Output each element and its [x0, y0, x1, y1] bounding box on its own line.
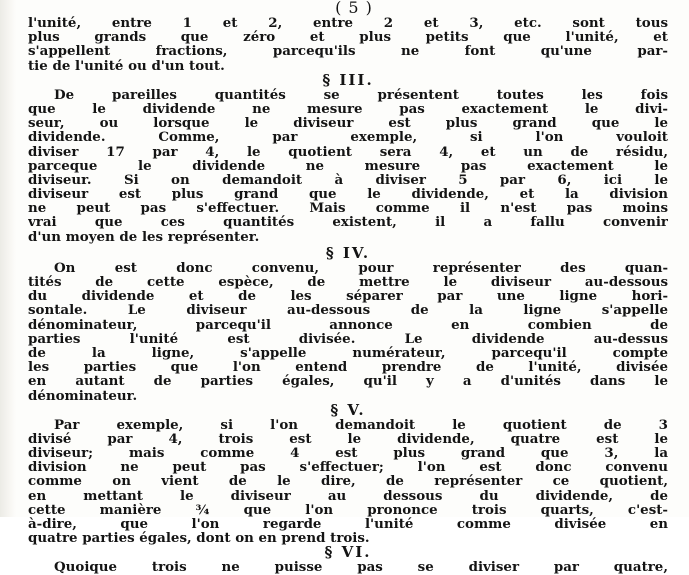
text-line: comme on vient de le dire, de représenter ce quotient,	[28, 474, 668, 489]
text-line: plus grands que zéro et plus petits que l'unité, et	[28, 30, 668, 45]
text-line: l'unité, entre 1 et 2, entre 2 et 3, etc. sont tous	[28, 16, 668, 31]
section-3	[28, 70, 668, 244]
text-line: Quoique trois ne puisse pas se diviser par quatre,	[54, 560, 668, 575]
text-line: tités de cette espèce, de mettre le diviseur au-dessous	[28, 275, 668, 290]
text-line: d'un moyen de les représenter.	[28, 229, 260, 244]
page-gutter-shadow	[0, 0, 16, 517]
section-6	[28, 545, 668, 574]
text-line: s'appellent fractions, parcequ'ils ne font qu'une par-	[28, 44, 668, 59]
text-line: dividende. Comme, par exemple, si l'on vouloit	[28, 130, 668, 145]
text-line: ne peut pas s'effectuer. Mais comme il n'est pas moins	[28, 201, 668, 216]
text-line: à-dire, que l'on regarde l'unité comme divisée en	[28, 517, 668, 532]
text-column	[28, 0, 668, 575]
text-line: dénominateur.	[28, 388, 138, 403]
text-line: en autant de parties égales, qu'il y a d'unités dans le	[28, 374, 668, 389]
text-line: tie de l'unité ou d'un tout.	[28, 58, 225, 73]
section-heading: § V.	[330, 400, 366, 419]
text-line: du dividende et de les séparer par une ligne hori-	[28, 289, 668, 304]
text-line: de la ligne, s'appelle numérateur, parcequ'il compte	[28, 345, 668, 361]
section-heading: § III.	[322, 70, 374, 89]
section-heading: § IV.	[325, 243, 371, 262]
section-heading: § VI.	[324, 543, 372, 562]
text-line: dénominateur, parcequ'il annonce en combien de	[28, 317, 668, 332]
text-line: divisé par 4, trois est le dividende, quatre est le	[28, 431, 668, 447]
text-line: De pareilles quantités se présentent toutes les fois	[54, 87, 668, 102]
text-line: diviser 17 par 4, le quotient sera 4, et un de résidu,	[28, 144, 668, 159]
text-line: parceque le dividende ne mesure pas exactement le	[28, 158, 668, 173]
section-5	[28, 400, 668, 546]
text-line: diviseur est plus grand que le dividende, et la division	[28, 187, 668, 202]
text-line: sontale. Le diviseur au-dessous de la ligne s'appelle	[28, 303, 668, 318]
text-line: division ne peut pas s'effectuer; l'on est donc convenu	[28, 460, 668, 475]
section-2-continuation	[28, 16, 668, 73]
text-line: cette manière ¾ que l'on prononce trois quarts, c'est-	[28, 502, 668, 517]
text-line: vrai que ces quantités existent, il a fallu convenir	[28, 215, 668, 230]
text-line: diviseur; mais comme 4 est plus grand que 3, la	[28, 446, 668, 461]
page-number: ( 5 )	[335, 0, 373, 17]
text-line: diviseur. Si on demandoit à diviser 5 par 6, ici le	[28, 172, 668, 188]
text-line: en mettant le diviseur au dessous du dividende, de	[28, 488, 668, 503]
text-line: seur, ou lorsque le diviseur est plus grand que le	[28, 116, 668, 131]
text-line: Par exemple, si l'on demandoit le quotient de 3	[54, 417, 668, 432]
text-line: parties l'unité est divisée. Le dividende au-dessus	[28, 331, 668, 346]
text-line: quatre parties égales, dont on en prend trois.	[28, 531, 370, 546]
section-4	[28, 243, 668, 403]
text-line: On est donc convenu, pour représenter des quan-	[54, 260, 668, 275]
text-line: les parties que l'on entend prendre de l'unité, divisée	[28, 360, 668, 375]
text-line: que le dividende ne mesure pas exactement le divi-	[28, 101, 668, 117]
